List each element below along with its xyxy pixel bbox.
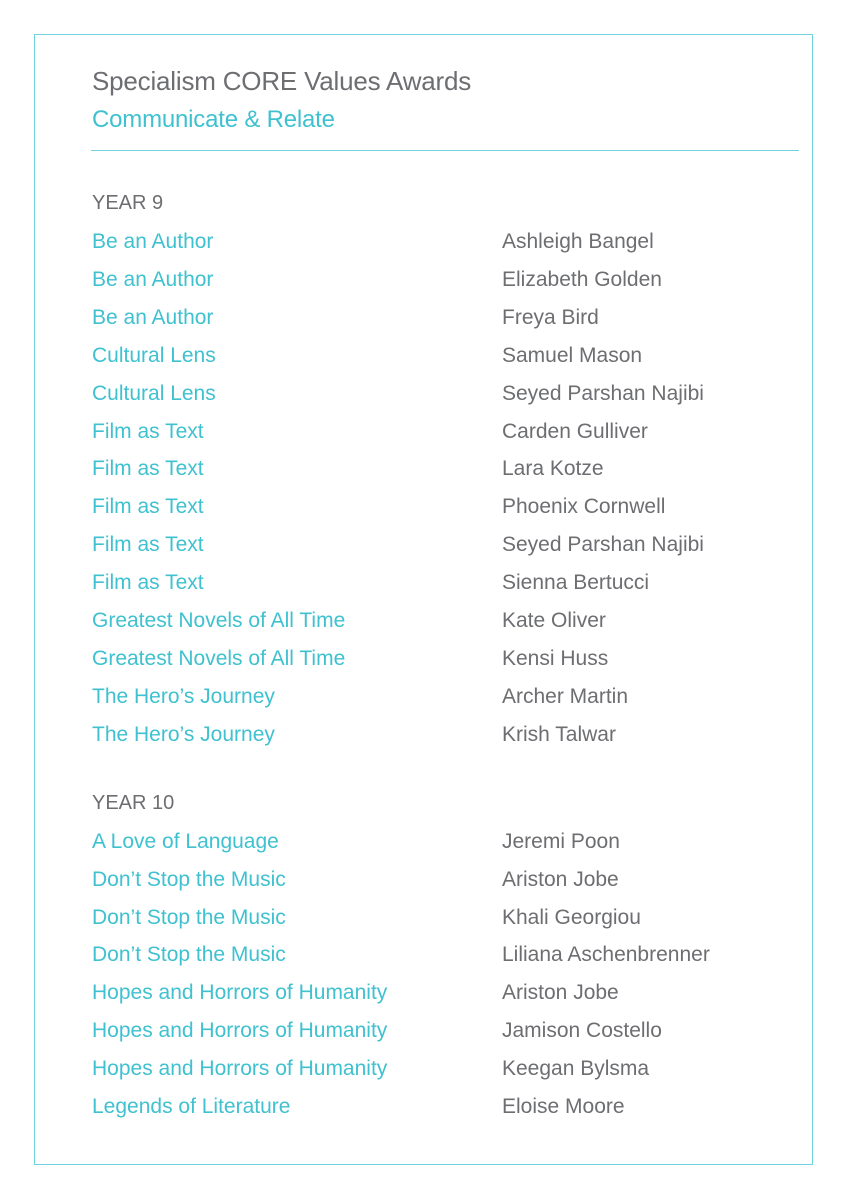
award-row: [92, 723, 792, 761]
student-name: Khali Georgiou: [502, 905, 641, 929]
student-name: Kate Oliver: [502, 609, 606, 632]
course-name: Film as Text: [92, 419, 204, 443]
student-name: Seyed Parshan Najibi: [502, 533, 704, 557]
course-name: Don’t Stop the Music: [92, 943, 286, 967]
course-name: Hopes and Horrors of Humanity: [92, 1057, 388, 1081]
award-row: [92, 571, 792, 609]
student-name: Archer Martin: [502, 684, 629, 708]
student-name: Phoenix Cornwell: [502, 495, 666, 519]
course-name: Greatest Novels of All Time: [92, 646, 346, 670]
award-row: [92, 382, 792, 420]
student-name: Eloise Moore: [502, 1095, 625, 1118]
section-heading: YEAR 10: [92, 791, 175, 814]
award-row: [92, 906, 792, 944]
course-name: The Hero’s Journey: [92, 684, 275, 708]
award-row: [92, 981, 792, 1019]
award-row: [92, 1019, 792, 1057]
student-name: Jeremi Poon: [502, 829, 620, 853]
course-name: Hopes and Horrors of Humanity: [92, 981, 388, 1005]
student-name: Samuel Mason: [502, 343, 643, 367]
course-name: Greatest Novels of All Time: [92, 609, 346, 632]
award-row: [92, 306, 792, 344]
student-name: Ashleigh Bangel: [502, 230, 654, 253]
course-name: Film as Text: [92, 571, 204, 595]
course-name: Film as Text: [92, 533, 204, 557]
award-row: [92, 420, 792, 458]
course-name: The Hero’s Journey: [92, 722, 275, 746]
award-row: [92, 268, 792, 306]
course-name: Cultural Lens: [92, 381, 216, 405]
award-row: [92, 230, 792, 268]
student-name: Kensi Huss: [502, 646, 609, 670]
course-name: A Love of Language: [92, 829, 279, 853]
course-name: Be an Author: [92, 230, 214, 253]
student-name: Ariston Jobe: [502, 981, 619, 1005]
course-name: Cultural Lens: [92, 343, 216, 367]
award-row: [92, 868, 792, 906]
course-name: Be an Author: [92, 267, 214, 291]
course-name: Film as Text: [92, 457, 204, 481]
course-name: Legends of Literature: [92, 1095, 291, 1118]
student-name: Krish Talwar: [502, 722, 616, 746]
page-subtitle: Communicate & Relate: [92, 106, 335, 133]
student-name: Keegan Bylsma: [502, 1057, 650, 1081]
course-name: Film as Text: [92, 495, 204, 519]
header-divider: [91, 150, 799, 151]
student-name: Sienna Bertucci: [502, 571, 650, 595]
student-name: Elizabeth Golden: [502, 267, 662, 291]
course-name: Be an Author: [92, 305, 214, 329]
award-row: [92, 647, 792, 685]
section-heading: YEAR 9: [92, 192, 164, 214]
student-name: Jamison Costello: [502, 1019, 662, 1043]
award-row: [92, 830, 792, 868]
award-row: [92, 609, 792, 647]
student-name: Liliana Aschenbrenner: [502, 943, 710, 967]
award-row: [92, 685, 792, 723]
course-name: Don’t Stop the Music: [92, 867, 286, 891]
award-row: [92, 1057, 792, 1095]
page-title: Specialism CORE Values Awards: [92, 66, 472, 96]
award-row: [92, 943, 792, 981]
student-name: Carden Gulliver: [502, 419, 648, 443]
award-row: [92, 1095, 792, 1133]
course-name: Hopes and Horrors of Humanity: [92, 1019, 388, 1043]
student-name: Seyed Parshan Najibi: [502, 381, 704, 405]
award-row: [92, 457, 792, 495]
student-name: Ariston Jobe: [502, 867, 619, 891]
award-row: [92, 533, 792, 571]
award-row: [92, 495, 792, 533]
course-name: Don’t Stop the Music: [92, 905, 286, 929]
student-name: Lara Kotze: [502, 457, 604, 481]
student-name: Freya Bird: [502, 305, 599, 329]
award-row: [92, 344, 792, 382]
